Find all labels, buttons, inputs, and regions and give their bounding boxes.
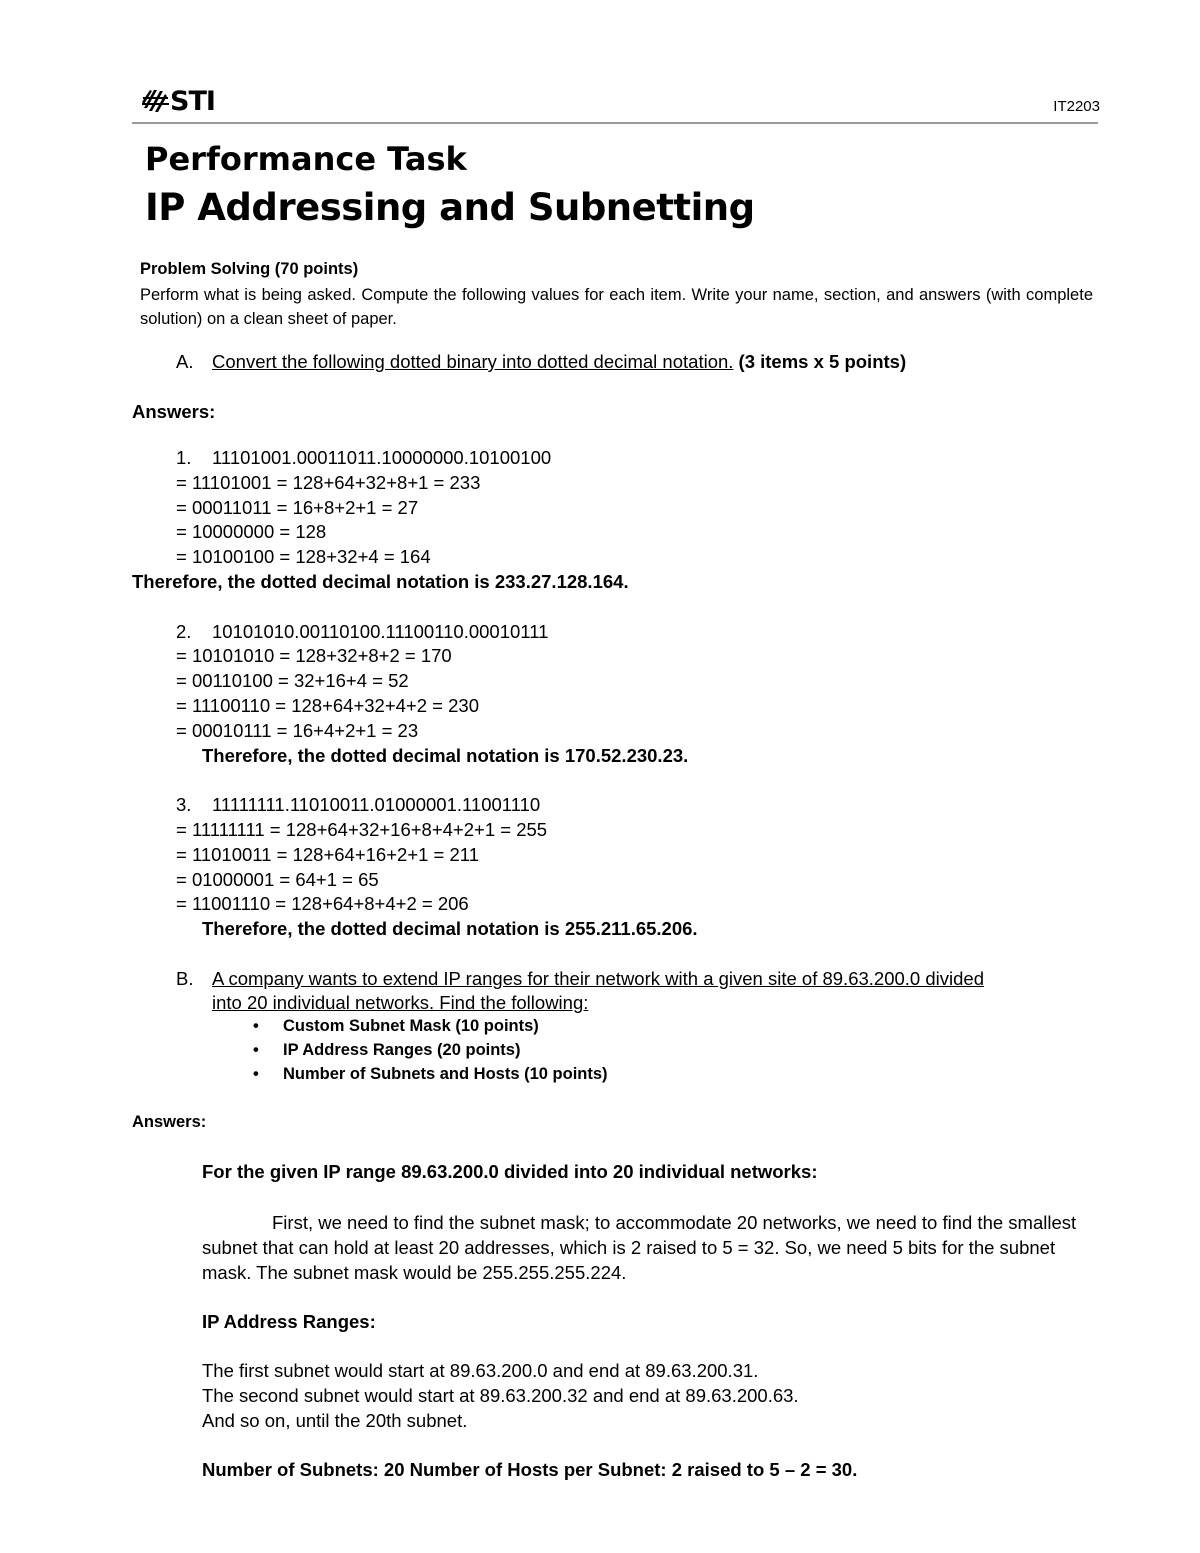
bullet-item: • IP Address Ranges (20 points) [283,1041,520,1060]
sti-globe-icon [140,86,172,116]
conversion-step: = 11111111 = 128+64+32+16+8+4+2+1 = 255 [176,819,548,840]
header-divider [132,122,1098,124]
conversion-step: = 11001110 = 128+64+8+4+2 = 206 [176,893,469,914]
ranges-heading: IP Address Ranges: [202,1311,376,1332]
range-line: The first subnet would start at 89.63.200.0 and end at 89.63.200.31. [202,1360,759,1381]
conversion-step: = 10100100 = 128+32+4 = 164 [176,546,431,567]
conversion-step: = 00110100 = 32+16+4 = 52 [176,670,409,691]
page-subtitle: IP Addressing and Subnetting [145,186,755,229]
conversion-step: = 10000000 = 128 [176,521,327,542]
item-binary: 10101010.00110100.11100110.00010111 [212,621,549,642]
conversion-step: = 00011011 = 16+8+2+1 = 27 [176,497,419,518]
item-number: 1. [176,447,192,468]
logo-text: STI [170,85,215,117]
range-line: And so on, until the 20th subnet. [202,1410,468,1431]
range-line: The second subnet would start at 89.63.200.32 and end at 89.63.200.63. [202,1385,799,1406]
section-a-answers-label: Answers: [132,401,216,422]
item-binary: 11111111.11010011.01000001.11001110 [212,794,541,815]
section-b-marker: B. [176,968,194,989]
sti-logo [140,84,215,118]
subnet-mask-explanation: First, we need to find the subnet mask; to accommodate 20 networks, we need to find the smallest subnet that can hold at least 20 addresses, which is 2 raised to 5 = 32. So, we need 5 bits for the subnet mask. The subnet mask would be 255.255.255.224. [202,1212,1077,1283]
conversion-step: = 11100110 = 128+64+32+4+2 = 230 [176,695,479,716]
bullet-item: • Custom Subnet Mask (10 points) [283,1017,539,1036]
section-a-prompt: Convert the following dotted binary into dotted decimal notation. [212,351,734,372]
answer-lead: For the given IP range 89.63.200.0 divided into 20 individual networks: [202,1161,818,1182]
conversion-step: = 01000001 = 64+1 = 65 [176,869,379,890]
item-number: 2. [176,621,192,642]
section-b-prompt-line-2: into 20 individual networks. Find the following: [212,992,589,1013]
bullet-item: • Number of Subnets and Hosts (10 points) [283,1065,608,1084]
section-a-prompt-line [212,351,906,373]
conversion-step: = 11010011 = 128+64+16+2+1 = 211 [176,844,479,865]
section-a-points: (3 items x 5 points) [738,351,907,372]
item-binary: 11101001.00011011.10000000.10100100 [212,447,552,468]
problem-heading: Problem Solving (70 points) [140,260,359,278]
instructions-text: Perform what is being asked. Compute the following values for each item. Write your name, section, and answers (with complete solution) on a clean sheet of paper. [140,286,1093,328]
item-conclusion: Therefore, the dotted decimal notation is 233.27.128.164. [132,571,629,592]
section-b-answers-label: Answers: [132,1113,207,1131]
item-conclusion: Therefore, the dotted decimal notation is 255.211.65.206. [202,918,698,939]
item-number: 3. [176,794,192,815]
conversion-step: = 11101001 = 128+64+32+8+1 = 233 [176,472,481,493]
item-conclusion: Therefore, the dotted decimal notation is 170.52.230.23. [202,745,689,766]
conversion-step: = 10101010 = 128+32+8+2 = 170 [176,645,452,666]
section-a-marker: A. [176,351,194,372]
subnets-hosts-summary: Number of Subnets: 20 Number of Hosts per Subnet: 2 raised to 5 – 2 = 30. [202,1459,858,1480]
section-b-prompt-line-1: A company wants to extend IP ranges for their network with a given site of 89.63.200.0 divided [212,968,984,989]
conversion-step: = 00010111 = 16+4+2+1 = 23 [176,720,419,741]
page-title: Performance Task [145,140,467,178]
course-code: IT2203 [1053,98,1100,115]
